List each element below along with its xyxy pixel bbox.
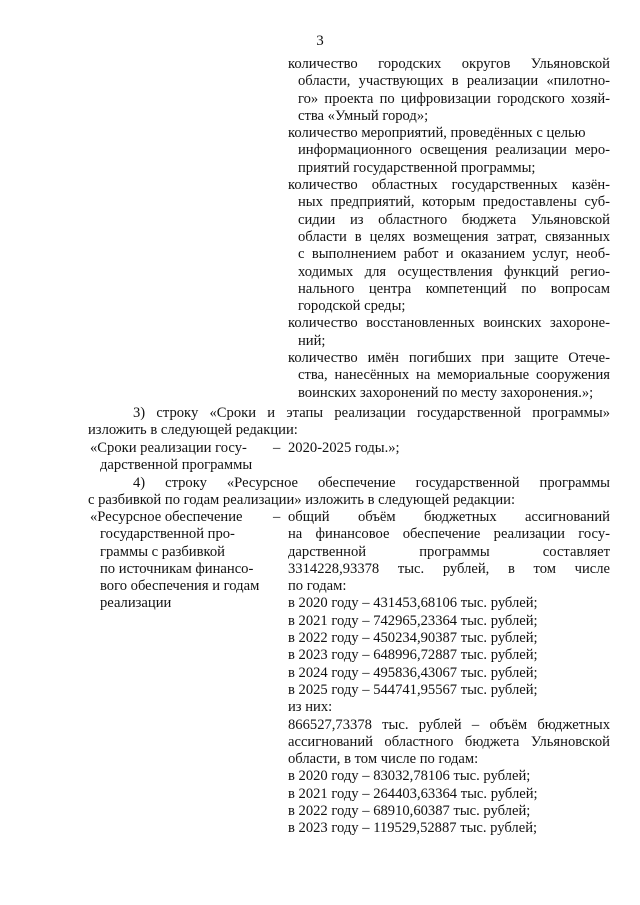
funding-line: в 2025 году – 544741,95567 тыс. рублей;	[288, 681, 538, 698]
indicator-line: сидии из областного бюджета Ульяновской	[298, 211, 610, 228]
funding-line: общий объём бюджетных ассигнований	[288, 509, 610, 525]
indicator-line: ства, нанесённых на мемориальные сооружения	[298, 367, 610, 384]
indicator-line: количество областных государственных казён-	[288, 177, 610, 194]
funding-line: из них:	[288, 699, 333, 716]
item-4-left-line: государственной про-	[100, 526, 235, 543]
indicator-line: го» проекта по цифровизации городского хозяй-	[298, 90, 610, 107]
indicator-line: с выполнением работ и оказанием услуг, необ-	[298, 246, 610, 263]
funding-line: в 2022 году – 68910,60387 тыс. рублей;	[288, 803, 531, 820]
funding-line: 866527,73378 тыс. рублей – объём бюджетных	[288, 716, 610, 733]
page-number: 3	[316, 33, 324, 49]
funding-line: в 2023 году – 648996,72887 тыс. рублей;	[288, 647, 538, 664]
funding-line: дарственной программы составляет	[288, 543, 610, 560]
indicator-line: ний;	[298, 332, 326, 349]
item-4-left-line: реализации	[100, 595, 172, 612]
item-3-dash: –	[273, 440, 281, 456]
item-4-left-line: вого обеспечения и годам	[100, 578, 260, 595]
funding-line: 3314228,93378 тыс. рублей, в том числе	[288, 560, 610, 577]
funding-line: области, в том числе по годам:	[288, 751, 479, 768]
funding-line: в 2024 году – 495836,43067 тыс. рублей;	[288, 664, 538, 681]
item-3-left-line: дарственной программы	[100, 457, 253, 474]
indicator-line: информационного освещения реализации меро-	[298, 142, 610, 159]
funding-line: в 2021 году – 264403,63364 тыс. рублей;	[288, 785, 538, 802]
item-4-heading	[88, 475, 610, 510]
item-3-heading	[88, 405, 610, 440]
funding-line: ассигнований областного бюджета Ульяновской	[288, 733, 610, 750]
item-3-left-line: «Сроки реализации госу-	[90, 440, 247, 456]
item-4-dash: –	[273, 509, 281, 525]
indicator-line: воинских захоронений по месту захоронения.»;	[298, 384, 594, 401]
funding-line: по годам:	[288, 578, 347, 595]
indicator-line: количество имён погибших при защите Отече-	[288, 350, 610, 367]
indicator-line: городской среды;	[298, 298, 406, 315]
indicators-list	[288, 56, 610, 402]
indicator-line: области, участвующих в реализации «пилотно-	[298, 73, 610, 90]
funding-line: в 2020 году – 83032,78106 тыс. рублей;	[288, 768, 531, 785]
item-4-left-line: по источникам финансо-	[100, 560, 254, 577]
item-3-line-1: 3) строку «Сроки и этапы реализации государственной программы»	[133, 405, 610, 421]
item-4-line-1: 4) строку «Ресурсное обеспечение государственной программы	[133, 475, 610, 491]
funding-line: в 2021 году – 742965,23364 тыс. рублей;	[288, 612, 538, 629]
indicator-line: нального центра компетенций по вопросам	[298, 280, 610, 297]
indicator-line: ходимых для осуществления функций регио-	[298, 263, 610, 280]
indicator-line: ных предприятий, которым предоставлены суб-	[298, 194, 610, 211]
item-3-value: 2020-2025 годы.»;	[288, 440, 400, 456]
indicator-line: ства «Умный город»;	[298, 107, 429, 124]
item-3-line-2: изложить в следующей редакции:	[88, 422, 298, 439]
indicator-line: количество восстановленных воинских захороне-	[288, 315, 610, 332]
indicator-line: количество городских округов Ульяновской	[288, 56, 610, 72]
item-4-left-line: граммы с разбивкой	[100, 543, 225, 560]
indicator-line: количество мероприятий, проведённых с целью	[288, 125, 586, 142]
funding-line: в 2023 году – 119529,52887 тыс. рублей;	[288, 820, 538, 837]
funding-line: в 2020 году – 431453,68106 тыс. рублей;	[288, 595, 538, 612]
item-4-left-line: «Ресурсное обеспечение	[90, 509, 243, 525]
indicator-line: приятий государственной программы;	[298, 159, 536, 176]
indicator-line: области в целях возмещения затрат, связанных	[298, 228, 610, 245]
item-4-line-2: с разбивкой по годам реализации» изложить в следующей редакции:	[88, 492, 516, 509]
funding-line: на финансовое обеспечение реализации госу-	[288, 526, 610, 543]
funding-line: в 2022 году – 450234,90387 тыс. рублей;	[288, 630, 538, 647]
